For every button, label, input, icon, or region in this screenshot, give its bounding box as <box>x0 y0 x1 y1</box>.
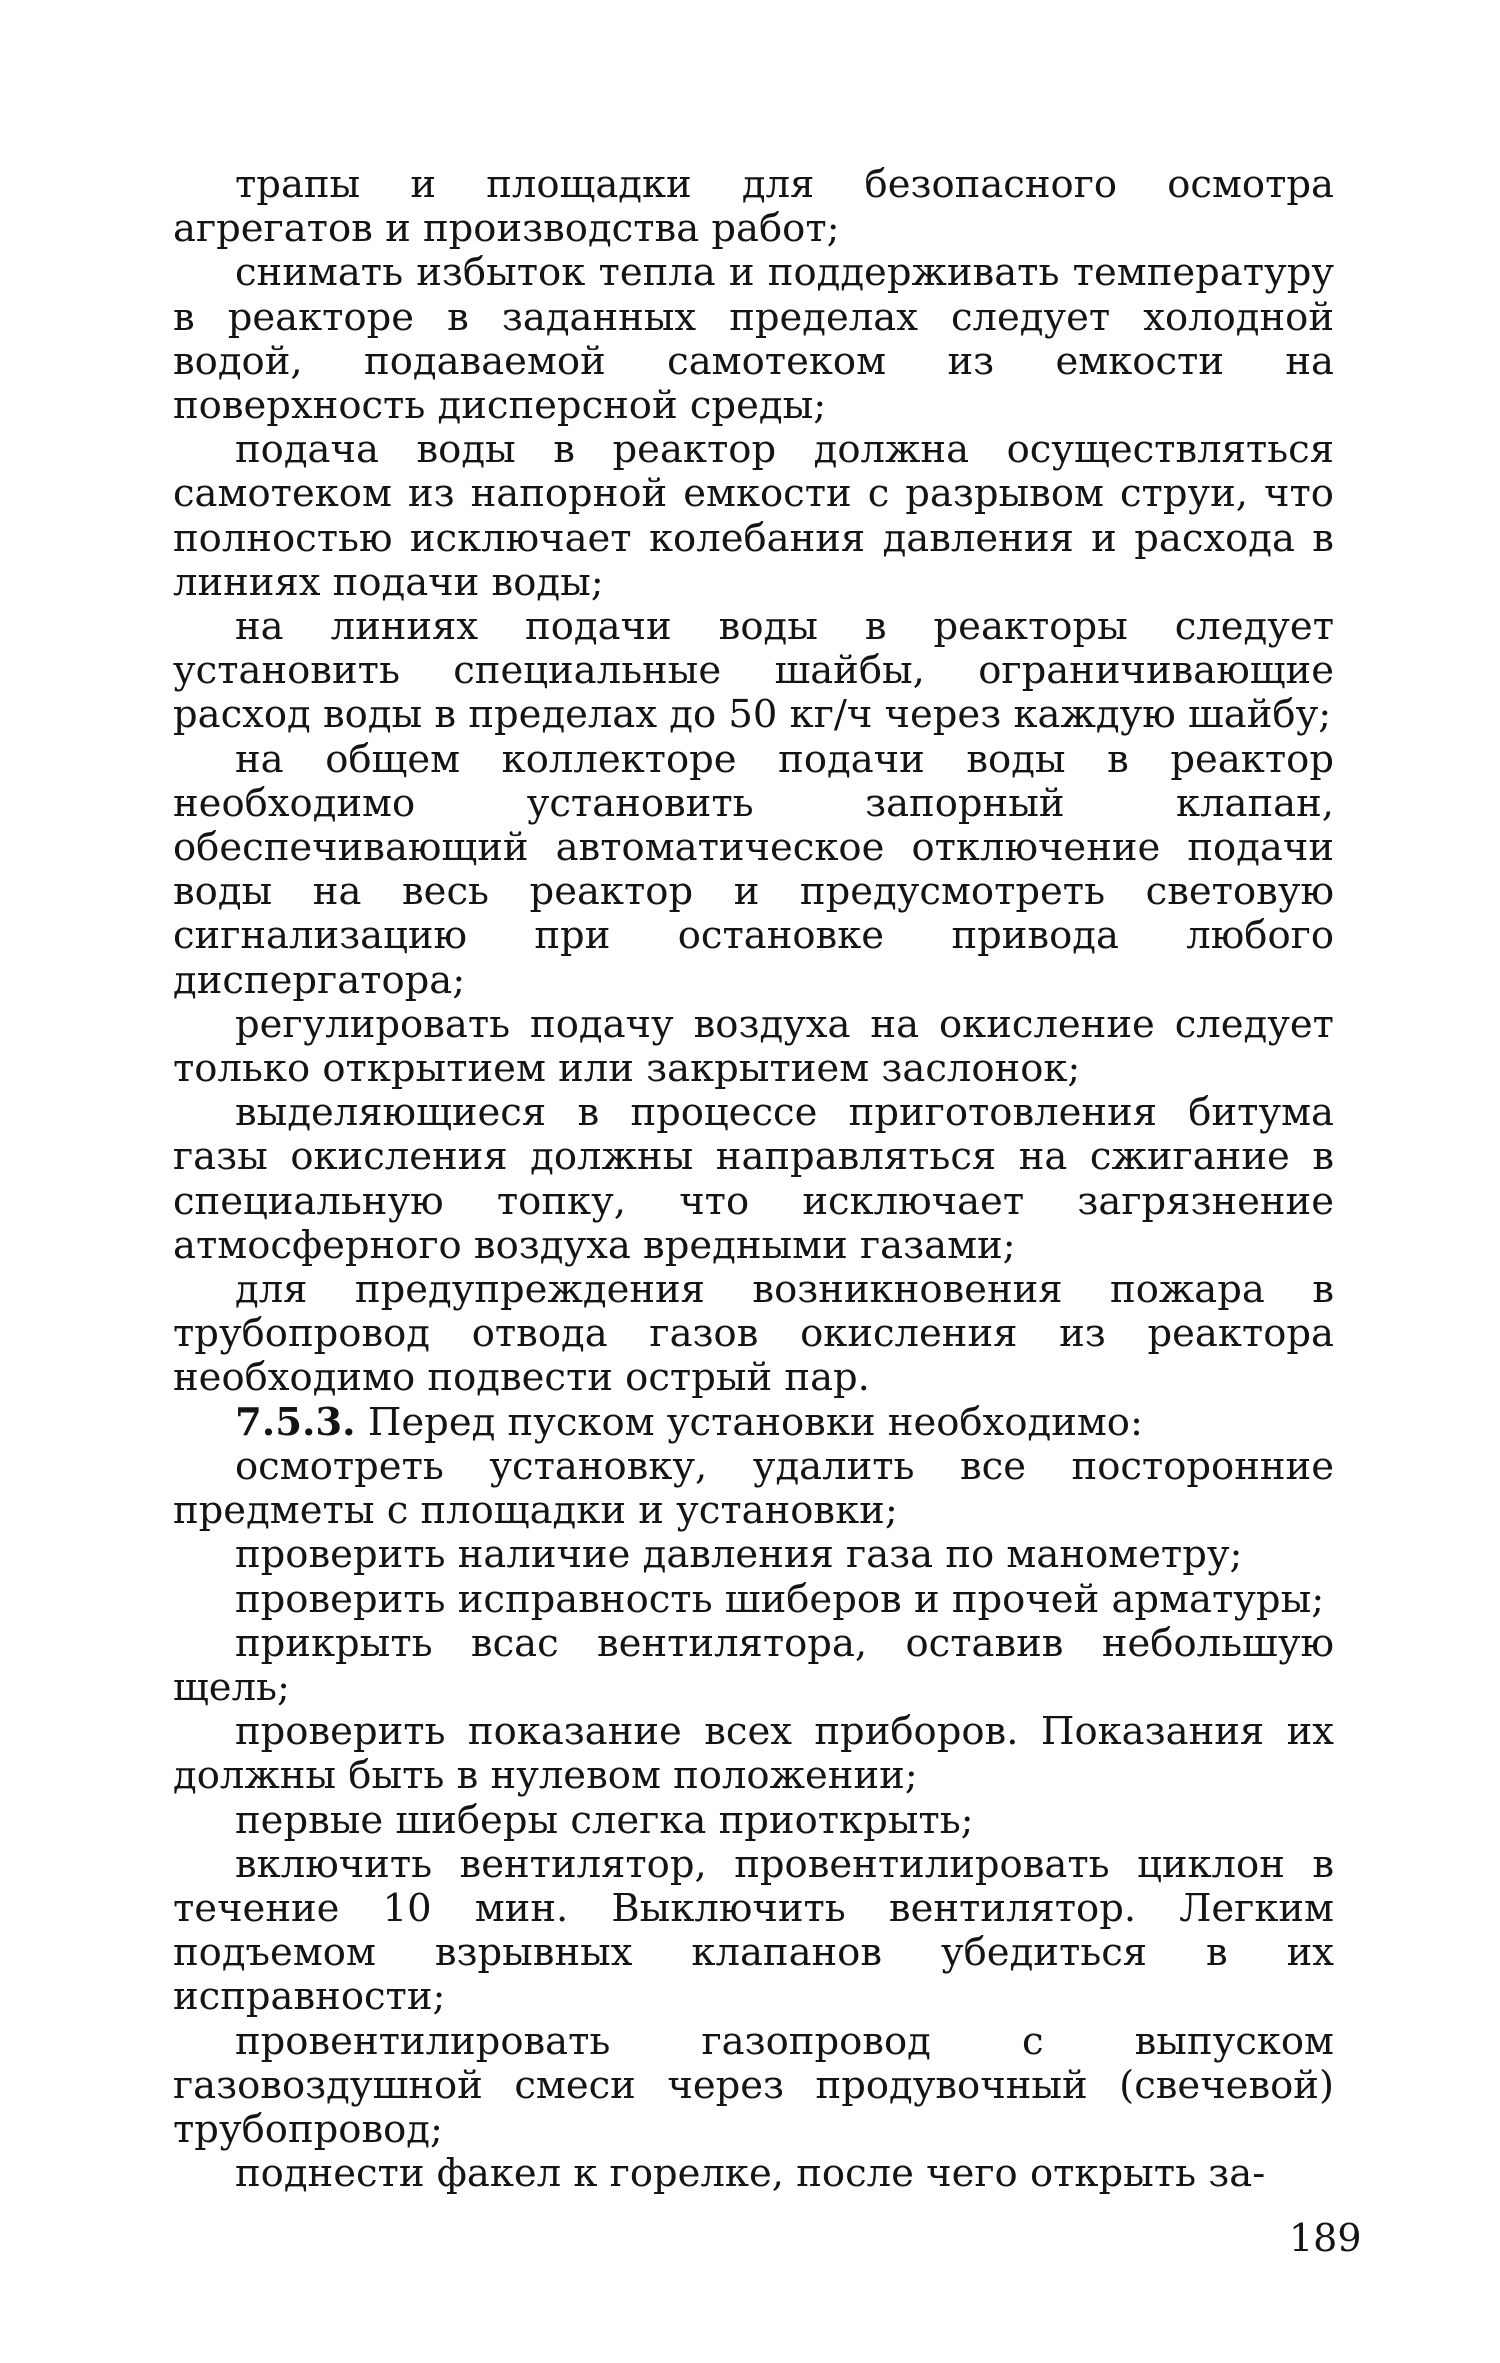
section-number: 7.5.3. <box>235 1399 356 1445</box>
section-heading <box>173 1401 1334 1445</box>
step-item: осмотреть установку, удалить все посторонние предметы с площадки и установки; <box>173 1443 1334 1534</box>
paragraph: снимать избыток тепла и поддерживать температуру в реакторе в заданных пределах следует холодной водой, подаваемой самотеком из емкости на поверхность дисперсной среды; <box>173 250 1334 429</box>
step-item: провентилировать газопровод с выпуском газовоздушной смеси через продувочный (свечевой) трубопровод; <box>173 2018 1334 2152</box>
step-item: проверить показание всех приборов. Показания их должны быть в нулевом положении; <box>173 1709 1334 1799</box>
paragraph: трапы и площадки для безопасного осмотра агрегатов и производства работ; <box>173 162 1334 252</box>
page-body <box>173 163 1334 2196</box>
step-item: проверить исправность шиберов и прочей арматуры; <box>235 1576 1325 1622</box>
step-item: поднести факел к горелке, после чего открыть за- <box>235 2151 1266 2197</box>
page-number: 189 <box>1289 2216 1362 2260</box>
paragraph: выделяющиеся в процессе приготовления битума газы окисления должны направляться на сжигание в специальную топку, что исключает загрязнение атмосферного воздуха вредными газами; <box>173 1090 1334 1268</box>
step-item: проверить наличие давления газа по манометру; <box>235 1532 1243 1578</box>
step-item: прикрыть всас вентилятора, оставив небольшую щель; <box>173 1620 1334 1710</box>
step-item: включить вентилятор, провентилировать циклон в течение 10 мин. Выключить вентилятор. Легким подъемом взрывных клапанов убедиться в их исправности; <box>173 1841 1334 2020</box>
paragraph: подача воды в реактор должна осуществляться самотеком из напорной емкости с разрывом струи, что полностью исключает колебания давления и расхода в линиях подачи воды; <box>173 427 1334 605</box>
section-title: Перед пуском установки необходимо: <box>367 1399 1143 1445</box>
paragraph: регулировать подачу воздуха на окисление следует только открытием или закрытием заслонок; <box>173 1001 1334 1092</box>
paragraph: для предупреждения возникновения пожара в трубопровод отвода газов окисления из реактора необходимо подвести острый пар. <box>173 1267 1334 1401</box>
paragraph: на линиях подачи воды в реакторы следует установить специальные шайбы, ограничивающие расход воды в пределах до 50 кг/ч через каждую шайбу; <box>173 604 1334 738</box>
step-item: первые шиберы слегка приоткрыть; <box>235 1797 974 1843</box>
paragraph: на общем коллекторе подачи воды в реактор необходимо установить запорный клапан, обеспечивающий автоматическое отключение подачи воды на весь реактор и предусмотреть световую сигнализацию при остановке привода любого диспергатора; <box>173 736 1334 1003</box>
